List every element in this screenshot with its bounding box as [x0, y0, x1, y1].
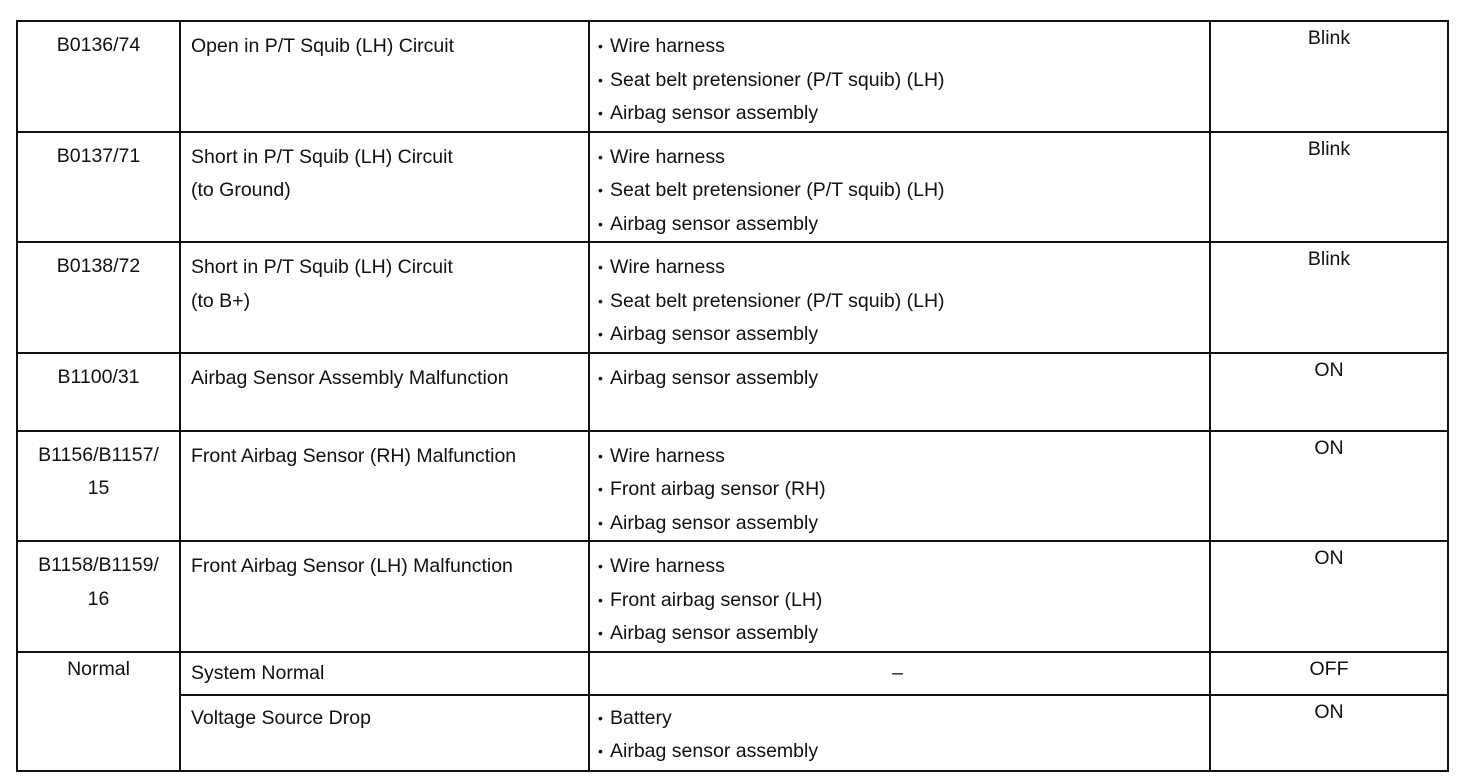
- detection-item-line: Short in P/T Squib (LH) Circuit: [191, 145, 453, 168]
- table-row: [17, 541, 1448, 652]
- trouble-area-item: • Airbag sensor assembly: [598, 318, 1205, 352]
- table-row: [17, 242, 1448, 353]
- dtc-code-line: B0137/71: [56, 144, 141, 167]
- warning-light-cell: ON: [1210, 695, 1448, 771]
- bullet-icon: •: [598, 514, 603, 531]
- dtc-code-cell: [17, 132, 180, 243]
- table-row: [17, 353, 1448, 431]
- bullet-icon: •: [598, 215, 603, 232]
- bullet-icon: •: [598, 447, 603, 464]
- bullet-icon: •: [598, 743, 603, 759]
- bullet-icon: •: [598, 148, 603, 165]
- dtc-code-line: B1100/31: [57, 365, 140, 388]
- trouble-area-dash: –: [892, 661, 903, 684]
- bullet-icon: •: [598, 558, 603, 574]
- bullet-icon: •: [598, 105, 603, 121]
- trouble-area-cell: [589, 242, 1210, 353]
- dtc-code-line: 16: [87, 587, 110, 610]
- detection-item-line: Front Airbag Sensor (RH) Malfunction: [191, 444, 517, 467]
- detection-item-cell: [180, 353, 589, 431]
- detection-item-line: Short in P/T Squib (LH) Circuit: [191, 256, 453, 278]
- warning-light-cell: ON: [1210, 541, 1448, 652]
- dtc-code-line: 15: [87, 477, 110, 499]
- trouble-area-item: • Wire harness: [598, 440, 1205, 474]
- bullet-icon: •: [598, 591, 603, 608]
- detection-item-line: Front Airbag Sensor (LH) Malfunction: [191, 555, 513, 577]
- warning-light-cell: ON: [1210, 431, 1448, 542]
- trouble-area-cell: [589, 652, 1210, 695]
- bullet-icon: •: [598, 292, 603, 309]
- warning-light-cell: Blink: [1210, 132, 1448, 243]
- dtc-code-cell-normal: Normal: [17, 652, 180, 771]
- detection-item-cell: [180, 541, 589, 652]
- bullet-icon: •: [598, 38, 603, 54]
- warning-light-cell: ON: [1210, 353, 1448, 431]
- detection-item-cell: [180, 695, 589, 771]
- table-row: [17, 652, 1448, 695]
- trouble-area-cell: [589, 21, 1210, 132]
- table-row: [17, 695, 1448, 771]
- dtc-code-line: B0136/74: [56, 34, 141, 56]
- dtc-code-line: B0138/72: [56, 255, 141, 277]
- trouble-area-item: • Airbag sensor assembly: [598, 735, 1205, 769]
- trouble-area-item: • Front airbag sensor (RH): [598, 473, 1205, 507]
- trouble-area-item: • Battery: [598, 702, 1205, 736]
- warning-light-cell: Blink: [1210, 21, 1448, 132]
- trouble-area-item: • Airbag sensor assembly: [598, 507, 1205, 541]
- bullet-icon: •: [598, 625, 603, 641]
- detection-item-line: Open in P/T Squib (LH) Circuit: [191, 35, 454, 57]
- warning-light-cell: Blink: [1210, 242, 1448, 353]
- bullet-icon: •: [598, 326, 603, 342]
- trouble-area-cell: [589, 132, 1210, 243]
- detection-item-cell: [180, 431, 589, 542]
- bullet-icon: •: [598, 709, 603, 726]
- trouble-area-item: • Seat belt pretensioner (P/T squib) (LH): [598, 285, 1205, 319]
- table-row: [17, 21, 1448, 132]
- detection-item-cell: [180, 21, 589, 132]
- trouble-area-item: • Seat belt pretensioner (P/T squib) (LH): [598, 174, 1205, 208]
- trouble-area-cell: [589, 695, 1210, 771]
- trouble-area-item: • Seat belt pretensioner (P/T squib) (LH): [598, 64, 1205, 98]
- warning-light-cell: OFF: [1210, 652, 1448, 695]
- dtc-code-cell: [17, 21, 180, 132]
- trouble-area-cell: [589, 541, 1210, 652]
- bullet-icon: •: [598, 71, 603, 88]
- trouble-area-item: • Wire harness: [598, 141, 1205, 175]
- dtc-code-cell: [17, 541, 180, 652]
- trouble-area-item: • Airbag sensor assembly: [598, 208, 1205, 242]
- detection-item-cell: [180, 132, 589, 243]
- trouble-area-cell: [589, 431, 1210, 542]
- trouble-area-item: • Wire harness: [598, 251, 1205, 285]
- dtc-code-cell: [17, 431, 180, 542]
- bullet-icon: •: [598, 259, 603, 275]
- trouble-area-item: • Front airbag sensor (LH): [598, 584, 1205, 618]
- dtc-code-cell: [17, 242, 180, 353]
- dtc-code-cell: [17, 353, 180, 431]
- table-row: [17, 431, 1448, 542]
- dtc-code-line: B1156/B1157/: [38, 443, 159, 466]
- trouble-area-item: • Airbag sensor assembly: [598, 362, 1205, 396]
- trouble-area-cell: [589, 353, 1210, 431]
- dtc-table: [16, 20, 1449, 772]
- bullet-icon: •: [598, 481, 603, 497]
- dtc-code-line: B1158/B1159/: [38, 554, 159, 576]
- trouble-area-item: • Wire harness: [598, 30, 1205, 64]
- detection-item-line: (to Ground): [191, 179, 291, 201]
- trouble-area-item: • Airbag sensor assembly: [598, 97, 1205, 131]
- detection-item-line: System Normal: [191, 661, 325, 684]
- trouble-area-item: • Wire harness: [598, 550, 1205, 584]
- table-row: [17, 132, 1448, 243]
- detection-item-line: Airbag Sensor Assembly Malfunction: [191, 366, 509, 389]
- detection-item-cell: [180, 242, 589, 353]
- bullet-icon: •: [598, 369, 603, 386]
- bullet-icon: •: [598, 182, 603, 198]
- detection-item-line: Voltage Source Drop: [191, 706, 371, 729]
- detection-item-cell: [180, 652, 589, 695]
- detection-item-line: (to B+): [191, 289, 251, 312]
- trouble-area-item: • Airbag sensor assembly: [598, 617, 1205, 651]
